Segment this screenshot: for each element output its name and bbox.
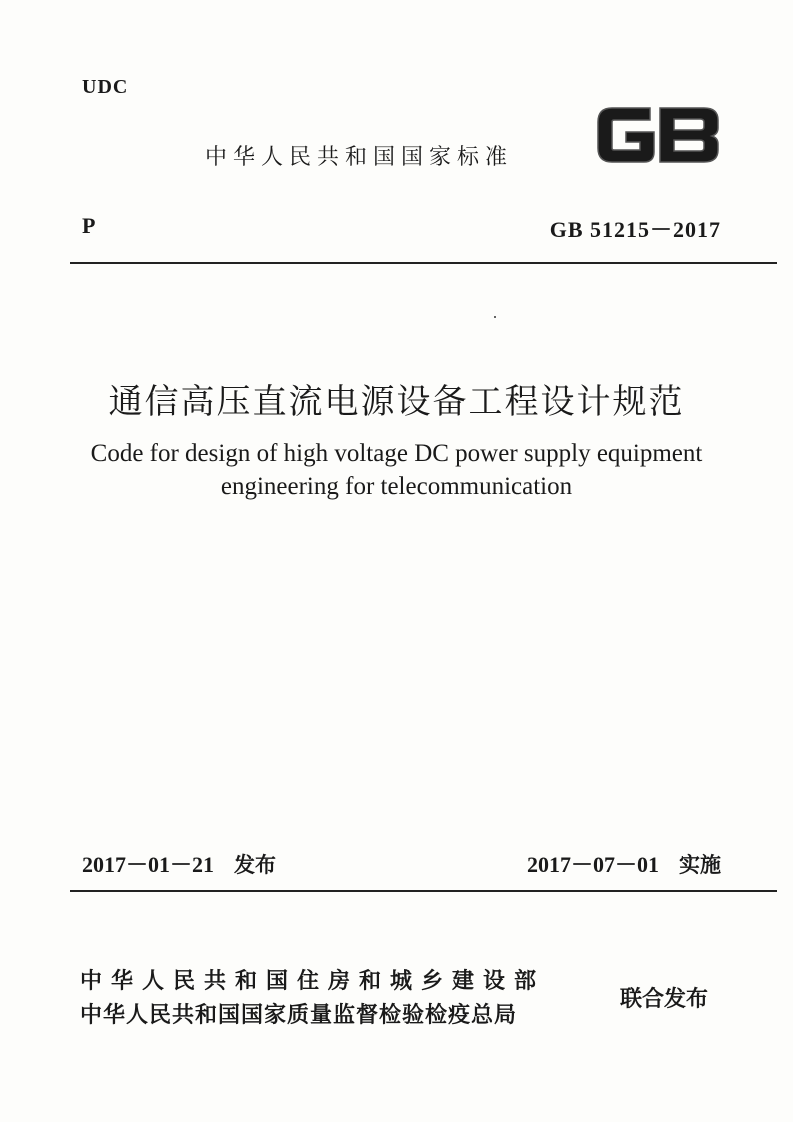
issuer-line-1: 中华人民共和国住房和城乡建设部 — [80, 969, 546, 994]
effective-label: 实施 — [679, 853, 721, 877]
issued-label: 发布 — [234, 853, 277, 877]
title-english-line1: Code for design of high voltage DC power supply equipment — [90, 440, 703, 467]
decorative-dot — [494, 316, 496, 318]
title-chinese: 通信高压直流电源设备工程设计规范 — [108, 382, 685, 422]
classification-code: P — [82, 213, 96, 238]
udc-label: UDC — [82, 76, 129, 98]
gb-logo-icon — [592, 100, 722, 170]
issuer-line-2: 中华人民共和国国家质量监督检验检疫总局 — [80, 1003, 518, 1028]
issued-date: 2017－01－21 — [82, 852, 215, 877]
national-standard-heading: 中华人民共和国国家标准 — [205, 145, 514, 170]
joint-issue-label: 联合发布 — [620, 987, 709, 1012]
top-divider — [70, 262, 777, 264]
issued-date-block — [82, 848, 276, 879]
effective-date-block — [527, 848, 721, 879]
title-english-line2: engineering for telecommunication — [220, 473, 573, 500]
effective-date: 2017－07－01 — [526, 852, 659, 877]
standard-number: GB 51215－2017 — [549, 217, 721, 242]
bottom-divider — [70, 890, 777, 892]
